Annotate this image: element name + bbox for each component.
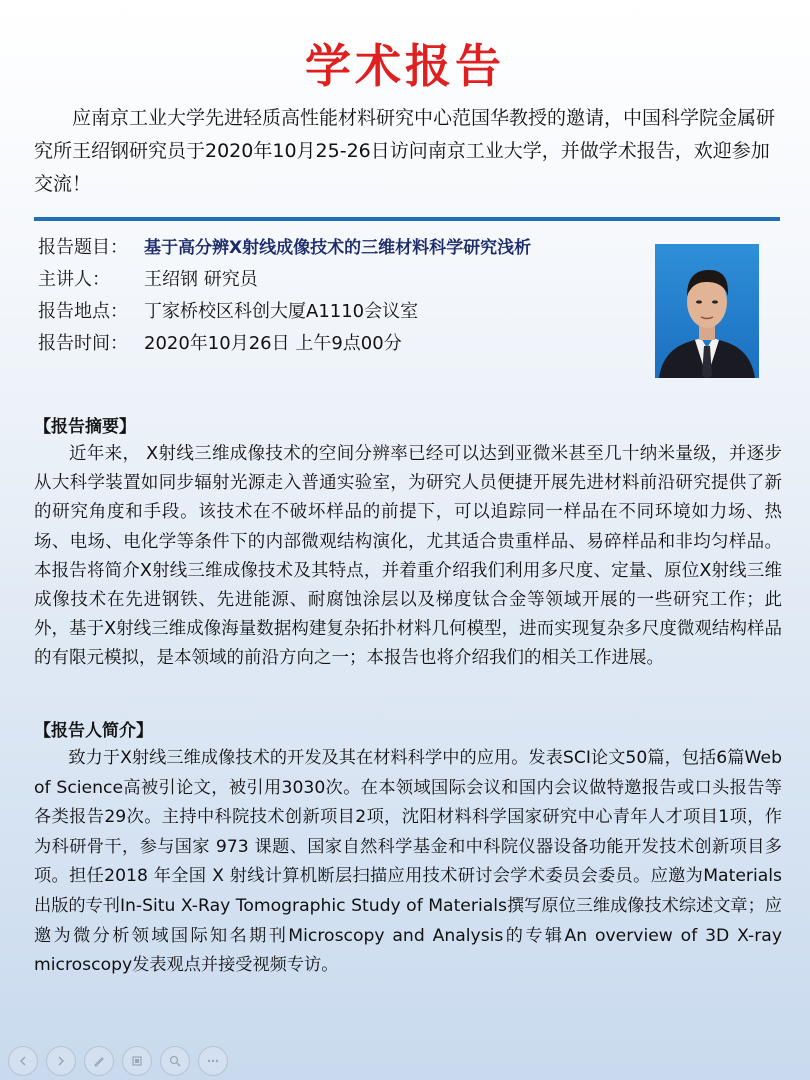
divider-rule — [34, 217, 780, 221]
next-button[interactable] — [46, 1046, 76, 1076]
prev-button[interactable] — [8, 1046, 38, 1076]
portrait-illustration — [655, 244, 759, 378]
slides-icon — [130, 1054, 144, 1068]
speaker-label: 主讲人： — [38, 269, 110, 290]
time-row — [38, 328, 638, 360]
slide-nav-toolbar — [8, 1046, 228, 1076]
next-icon — [54, 1054, 68, 1068]
speaker-row — [38, 264, 638, 296]
topic-value: 基于高分辨X射线成像技术的三维材料科学研究浅析 — [144, 238, 532, 258]
time-value: 2020年10月26日 上午9点00分 — [144, 333, 402, 354]
speaker-value: 王绍钢 研究员 — [144, 269, 258, 290]
abstract-body: 近年来， X射线三维成像技术的空间分辨率已经可以达到亚微米甚至几十纳米量级，并逐步从大科学装置如同步辐射光源走入普通实验室，为研究人员便捷开展先进材料前沿研究提供了新的研究角度和手段。该技术在不破坏样品的前提下，可以追踪同一样品在不同环境如力场、热场、电场、电化学等条件下的内部微观结构演化，尤其适合贵重样品、易碎样品和非均匀样品。本报告将简介X射线三维成像技术及其特点，并着重介绍我们利用多尺度、定量、原位X射线三维成像技术在先进钢铁、先进能源、耐腐蚀涂层以及梯度钛合金等领域开展的一些研究工作；此外，基于X射线三维成像海量数据构建复杂拓扑材料几何模型，进而实现复杂多尺度微观结构样品的有限元模拟，是本领域的前沿方向之一；本报告也将介绍我们的相关工作进展。 — [34, 444, 782, 669]
location-label: 报告地点： — [38, 301, 128, 322]
slides-button[interactable] — [122, 1046, 152, 1076]
bio-heading: 【报告人简介】 — [34, 721, 153, 741]
zoom-icon — [168, 1054, 182, 1068]
bio-section — [34, 718, 782, 981]
page-title: 学术报告 — [305, 39, 505, 93]
topic-row — [38, 232, 638, 264]
pen-button[interactable] — [84, 1046, 114, 1076]
bio-body: 致力于X射线三维成像技术的开发及其在材料科学中的应用。发表SCI论文50篇，包括6篇Web of Science高被引论文，被引用3030次。在本领域国际会议和国内会议做特邀报告或口头报告等各类报告29次。主持中科院技术创新项目2项，沈阳材料科学国家研究中心青年人才项目1项，作为科研骨干，参与国家 973 课题、国家自然科学基金和中科院仪器设备功能开发技术创新项目多项。担任2018 年全国 X 射线计算机断层扫描应用技术研讨会学术委员会委员。应邀为Materials出版的专刊In-Situ X-Ray Tomographic Study of Materials撰写原位三维成像技术综述文章；应邀为微分析领域国际知名期刊Microscopy and Analysis的专辑An overview of 3D X-ray microscopy发表观点并接受视频专访。 — [34, 748, 782, 976]
report-info — [38, 232, 638, 360]
more-button[interactable] — [198, 1046, 228, 1076]
zoom-button[interactable] — [160, 1046, 190, 1076]
intro-paragraph: 应南京工业大学先进轻质高性能材料研究中心范国华教授的邀请，中国科学院金属研究所王绍钢研究员于2020年10月25-26日访问南京工业大学，并做学术报告，欢迎参加交流！ — [34, 107, 776, 195]
more-icon — [206, 1054, 220, 1068]
location-value: 丁家桥校区科创大厦A1110会议室 — [144, 301, 419, 322]
abstract-heading: 【报告摘要】 — [34, 417, 136, 437]
speaker-photo — [655, 244, 759, 378]
prev-icon — [16, 1054, 30, 1068]
topic-label: 报告题目： — [38, 237, 128, 258]
pen-icon — [92, 1054, 106, 1068]
location-row — [38, 296, 638, 328]
time-label: 报告时间： — [38, 333, 128, 354]
abstract-section — [34, 414, 782, 674]
